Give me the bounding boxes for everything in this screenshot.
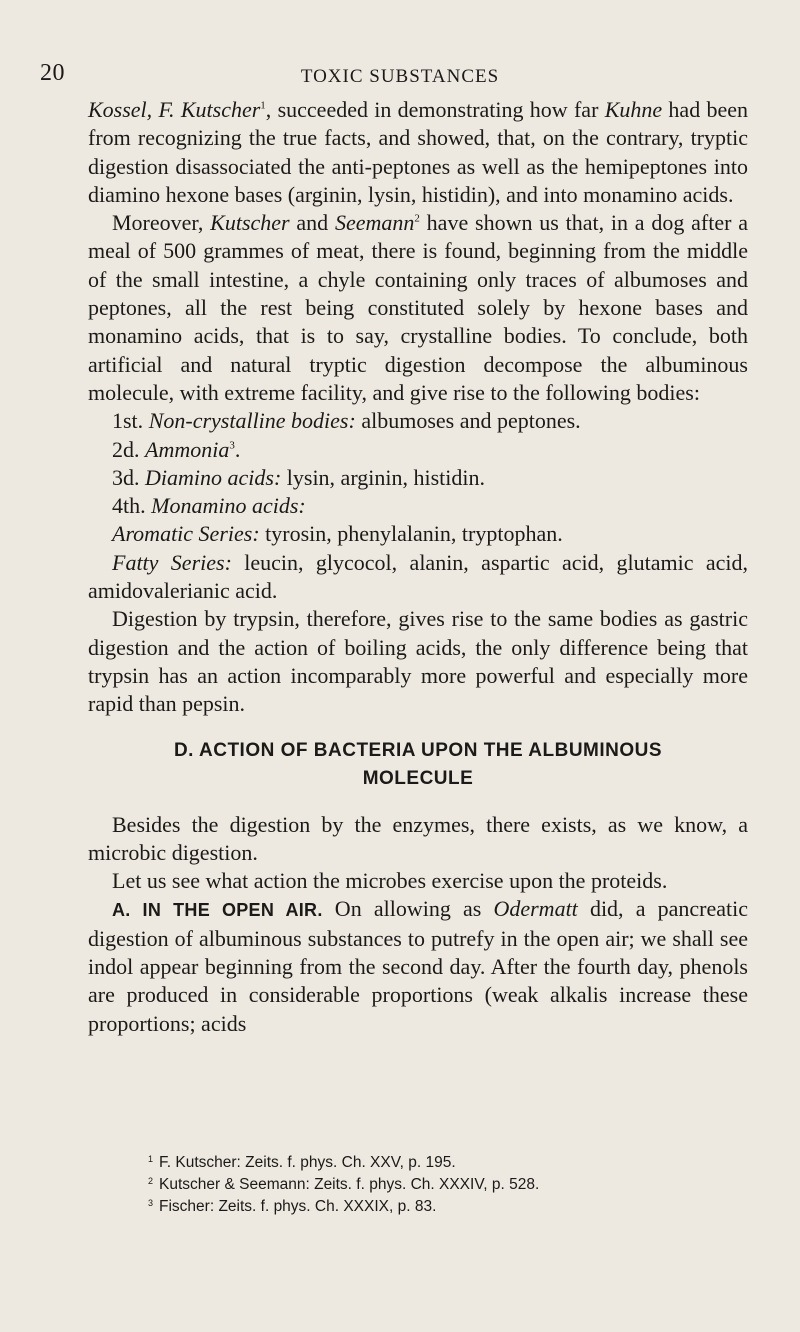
footnote: $^1$ F. Kutscher: Zeits. f. phys. Ch. XXV, p. 195.	[148, 1154, 456, 1171]
running-head: TOXIC SUBSTANCES	[300, 66, 500, 87]
aromatic-series: Aromatic Series: tyrosin, phenylalanin, tryptophan.	[112, 521, 563, 547]
footnote: $^2$ Kutscher & Seemann: Zeits. f. phys. Ch. XXXIV, p. 528.	[148, 1176, 540, 1193]
page-number: 20	[40, 60, 65, 86]
list-item-1: 1st. Non-crystalline bodies: albumoses and peptones.	[112, 408, 581, 434]
footnote: $^3$ Fischer: Zeits. f. phys. Ch. XXXIX, p. 83.	[148, 1198, 437, 1215]
paragraph-5: Let us see what action the microbes exercise upon the proteids.	[112, 868, 668, 894]
paragraph-1: Kossel, F. Kutscher$^1$, succeeded in demonstrating how far Kuhne had been from recognizing the true facts, and showed, that, on the contrary, tryptic digestion disassociated the anti-peptones as well as the hemipeptones into diamino hexone bases (arginin, lysin, histidin), and into monamino acids.	[88, 97, 749, 207]
list-item-2: 2d. Ammonia$^3$.	[112, 436, 241, 462]
paragraph-4: Besides the digestion by the enzymes, there exists, as we know, a microbic digestion.	[88, 811, 748, 865]
fatty-series: Fatty Series: leucin, glycocol, alanin, aspartic acid, glutamic acid, amidovalerianic acid.	[88, 549, 748, 604]
footnotes	[148, 1150, 748, 1216]
list-item-4: 4th. Monamino acids:	[112, 493, 306, 519]
paragraph-6: A. IN THE OPEN AIR. On allowing as Odermatt did, a pancreatic digestion of albuminous substances to putrefy in the open air; we shall see indol appear beginning from the second day. After the fourth day, phenols are produced in considerable proportions (weak alkalis increase these proportions; acids	[88, 896, 748, 1036]
paragraph-2: Moreover, Kutscher and Seemann$^2$ have shown us that, in a dog after a meal of 500 grammes of meat, there is found, beginning from the middle of the small intestine, a chyle containing only traces of albumoses and peptones, all the rest being constituted solely by hexone bases and monamino acids, that is to say, crystalline bodies. To conclude, both artificial and natural tryptic digestion decompose the albuminous molecule, with extreme facility, and give rise to the following bodies:	[88, 210, 748, 405]
section-heading: D. ACTION OF BACTERIA UPON THE ALBUMINOUS MOLECULE	[173, 739, 663, 789]
paragraph-3: Digestion by trypsin, therefore, gives rise to the same bodies as gastric digestion and the action of boiling acids, the only difference being that trypsin has an action incomparably more powerful and especially more rapid than pepsin.	[88, 606, 748, 717]
list-item-3: 3d. Diamino acids: lysin, arginin, histidin.	[112, 464, 485, 490]
body-text	[88, 96, 748, 1038]
